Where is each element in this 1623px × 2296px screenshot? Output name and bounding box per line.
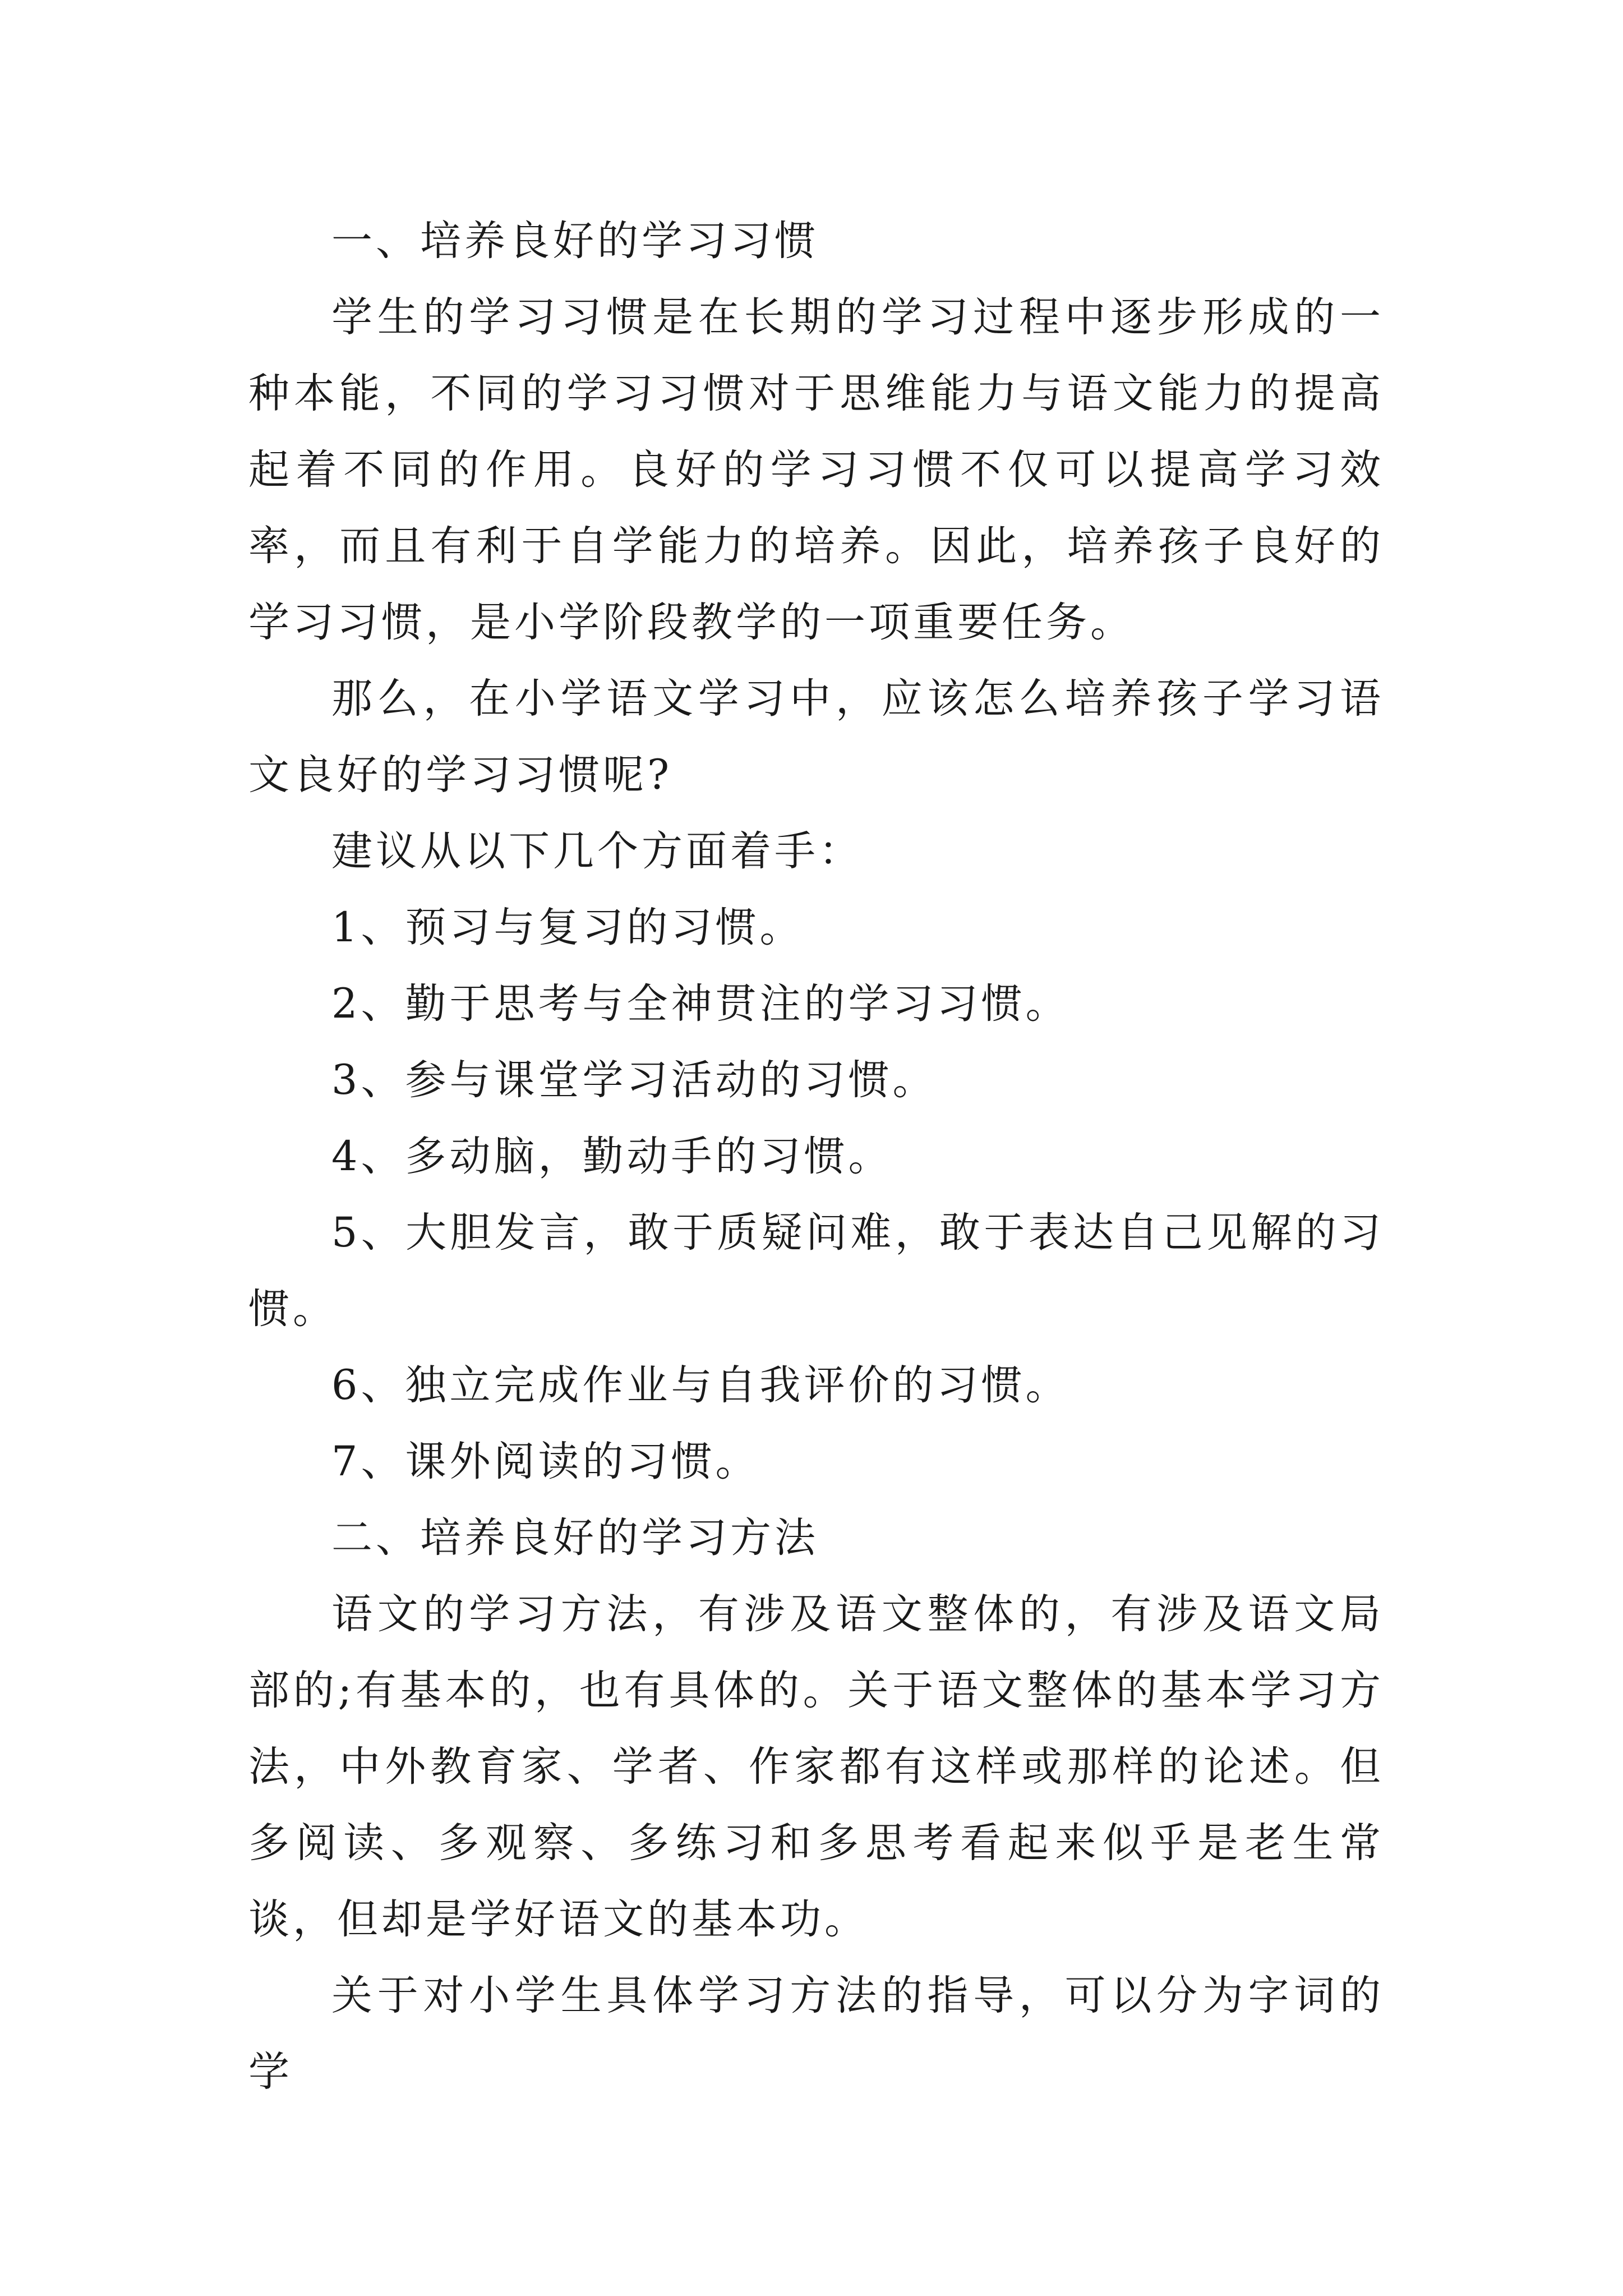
section-heading-2: 二、培养良好的学习方法 — [331, 1514, 819, 1562]
document-body — [248, 203, 1384, 2110]
paragraph: 关于对小学生具体学习方法的指导，可以分为字词的学 — [248, 1972, 1384, 2096]
list-item: 4、多动脑，勤动手的习惯。 — [331, 1133, 893, 1180]
list-item: 5、大胆发言，敢于质疑问难，敢于表达自己见解的习惯。 — [248, 1209, 1384, 1333]
list-item: 6、独立完成作业与自我评价的习惯。 — [331, 1361, 1070, 1409]
list-item: 1、预习与复习的习惯。 — [331, 904, 804, 951]
paragraph: 学生的学习习惯是在长期的学习过程中逐步形成的一种本能，不同的学习习惯对于思维能力与语文能力的提高起着不同的作用。良好的学习习惯不仅可以提高学习效率，而且有利于自学能力的培养。因此，培养孩子良好的学习习惯，是小学阶段教学的一项重要任务。 — [248, 293, 1384, 646]
paragraph: 建议从以下几个方面着手： — [331, 827, 863, 875]
list-item: 3、参与课堂学习活动的习惯。 — [331, 1056, 937, 1104]
paragraph: 那么，在小学语文学习中，应该怎么培养孩子学习语文良好的学习习惯呢? — [248, 675, 1384, 799]
list-item: 7、课外阅读的习惯。 — [331, 1438, 760, 1485]
section-heading-1: 一、培养良好的学习习惯 — [331, 217, 819, 265]
paragraph: 语文的学习方法，有涉及语文整体的，有涉及语文局部的;有基本的，也有具体的。关于语文整体的基本学习方法，中外教育家、学者、作家都有这样或那样的论述。但多阅读、多观察、多练习和多思考看起来似乎是老生常谈，但却是学好语文的基本功。 — [248, 1590, 1384, 1943]
list-item: 2、勤于思考与全神贯注的学习习惯。 — [331, 980, 1070, 1028]
